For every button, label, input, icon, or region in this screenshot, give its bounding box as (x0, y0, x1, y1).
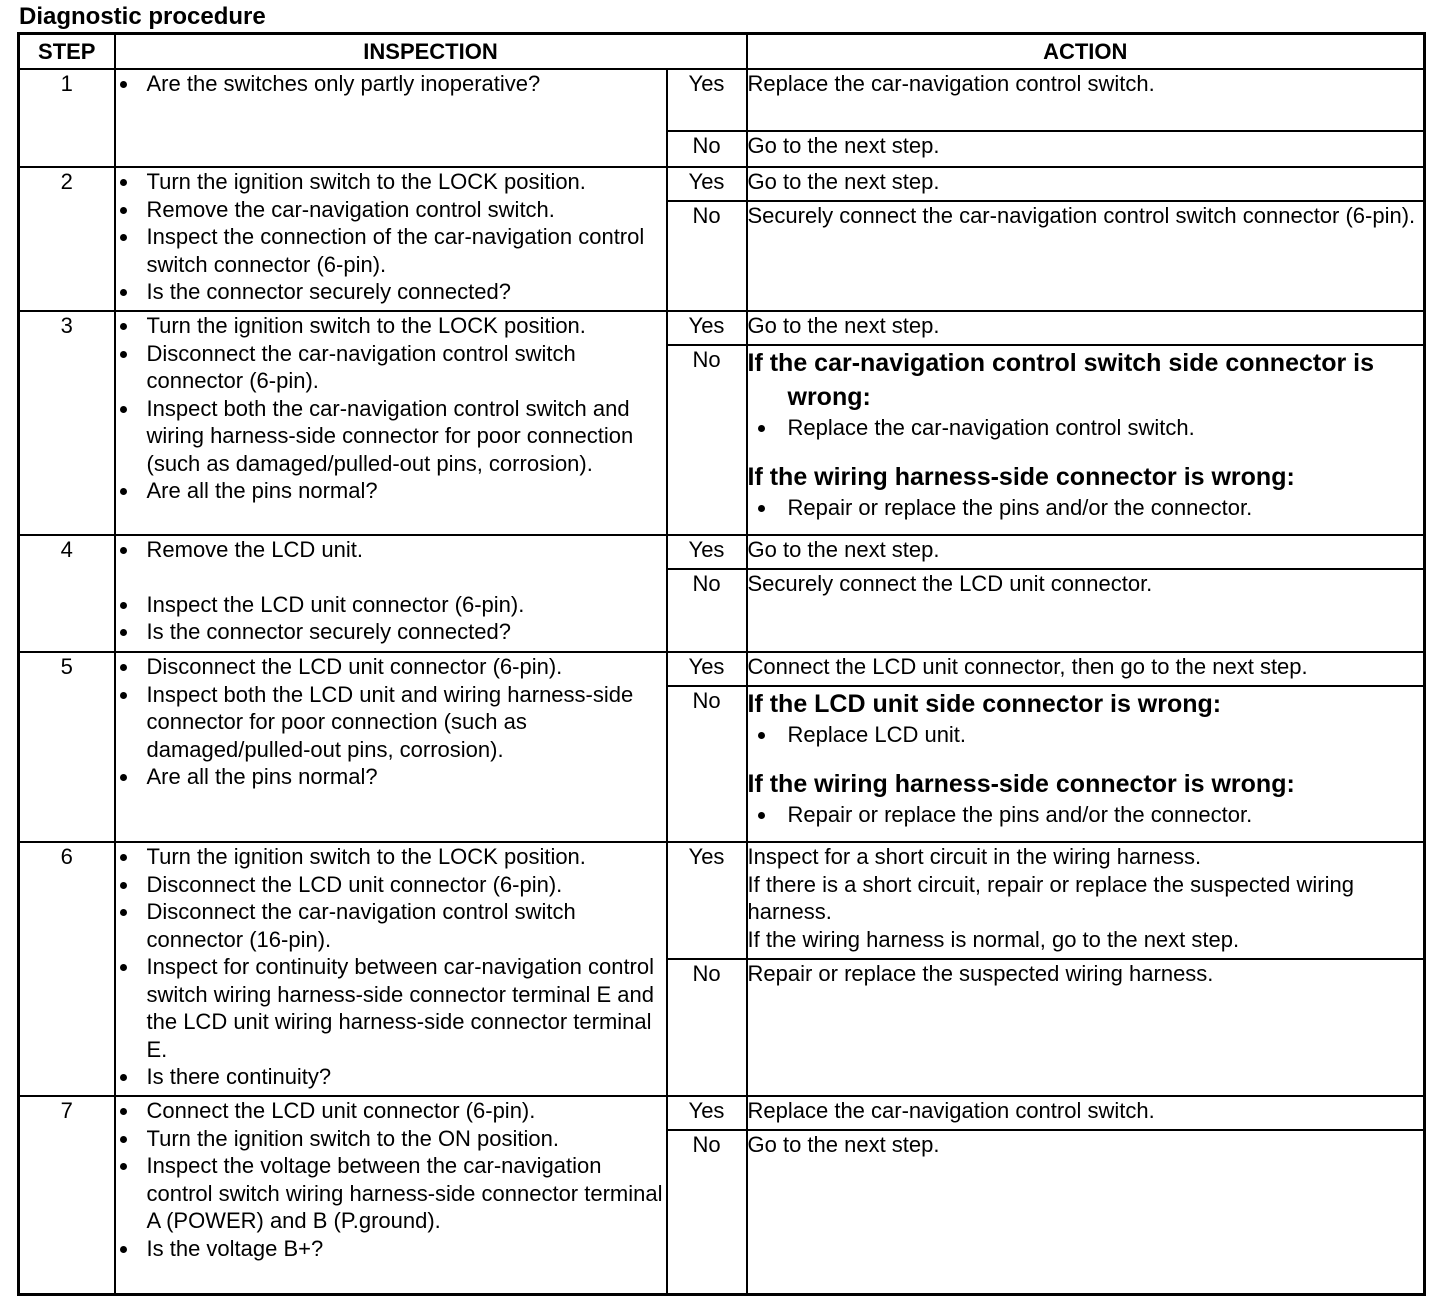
step-3-yes-row (19, 311, 1425, 345)
yes-label: Yes (667, 842, 747, 959)
yes-label: Yes (667, 652, 747, 686)
no-label: No (667, 201, 747, 311)
inspection-item: Remove the LCD unit. (116, 536, 666, 564)
no-action: Repair or replace the suspected wiring harness. (747, 959, 1425, 1096)
inspection-item: Turn the ignition switch to the LOCK position. (116, 168, 666, 196)
yes-label: Yes (667, 1096, 747, 1130)
inspection-item: Disconnect the car-navigation control switch connector (16-pin). (116, 898, 666, 953)
no-action: Securely connect the LCD unit connector. (747, 569, 1425, 652)
yes-action: Go to the next step. (747, 167, 1425, 201)
step-2-yes-row (19, 167, 1425, 201)
condition-heading: If the car-navigation control switch side connector is wrong: (747, 349, 1375, 411)
inspection-item: Are all the pins normal? (116, 763, 666, 791)
no-label: No (667, 1130, 747, 1294)
header-action: ACTION (747, 34, 1425, 70)
inspection-item: Are the switches only partly inoperative? (116, 70, 666, 98)
inspection-cell (115, 69, 667, 167)
header-row (19, 34, 1425, 70)
no-action: Go to the next step. (747, 131, 1425, 167)
step-number: 7 (19, 1096, 115, 1294)
inspection-cell (115, 842, 667, 1096)
yes-action (747, 842, 1425, 959)
inspection-item: Turn the ignition switch to the LOCK position. (116, 843, 666, 871)
step-number: 3 (19, 311, 115, 535)
condition-item: Replace LCD unit. (748, 721, 1424, 749)
step-6-yes-row (19, 842, 1425, 959)
inspection-cell (115, 535, 667, 652)
inspection-item: Inspect the voltage between the car-navigation control switch wiring harness-side connector terminal A (POWER) and B (P.ground). (116, 1152, 666, 1235)
yes-action: Replace the car-navigation control switch. (747, 1096, 1425, 1130)
inspection-item: Disconnect the LCD unit connector (6-pin). (116, 653, 666, 681)
step-number: 2 (19, 167, 115, 311)
no-label: No (667, 345, 747, 535)
no-action: Securely connect the car-navigation control switch connector (6-pin). (747, 201, 1425, 311)
step-number: 1 (19, 69, 115, 167)
inspection-item: Turn the ignition switch to the LOCK position. (116, 312, 666, 340)
condition-item: Replace the car-navigation control switch. (748, 414, 1424, 442)
step-1-yes-row (19, 69, 1425, 131)
step-5-yes-row (19, 652, 1425, 686)
inspection-item: Inspect the connection of the car-navigation control switch connector (6-pin). (116, 223, 666, 278)
condition-heading: If the wiring harness-side connector is wrong: (747, 462, 1295, 491)
yes-label: Yes (667, 311, 747, 345)
no-label: No (667, 686, 747, 842)
no-label: No (667, 131, 747, 167)
page-title: Diagnostic procedure (19, 3, 266, 30)
inspection-item: Connect the LCD unit connector (6-pin). (116, 1097, 666, 1125)
inspection-item: Is the connector securely connected? (116, 618, 666, 646)
inspection-item: Disconnect the LCD unit connector (6-pin). (116, 871, 666, 899)
inspection-item: Inspect both the LCD unit and wiring harness-side connector for poor connection (such as damaged/pulled-out pins, corrosion). (116, 681, 666, 764)
inspection-item: Is the connector securely connected? (116, 278, 666, 306)
inspection-cell (115, 167, 667, 311)
yes-action: Go to the next step. (747, 311, 1425, 345)
header-step: STEP (19, 34, 115, 70)
no-label: No (667, 569, 747, 652)
inspection-item: Is there continuity? (116, 1063, 666, 1091)
condition-heading: If the LCD unit side connector is wrong: (747, 690, 1222, 718)
header-inspection: INSPECTION (115, 34, 747, 70)
inspection-cell (115, 311, 667, 535)
inspection-item: Are all the pins normal? (116, 477, 666, 505)
yes-label: Yes (667, 69, 747, 131)
yes-action: Connect the LCD unit connector, then go to the next step. (747, 652, 1425, 686)
condition-item: Repair or replace the pins and/or the connector. (748, 494, 1424, 522)
inspection-cell (115, 1096, 667, 1294)
no-label: No (667, 959, 747, 1096)
inspection-item: Inspect both the car-navigation control switch and wiring harness-side connector for poor connection (such as damaged/pulled-out pins, corrosion). (116, 395, 666, 478)
step-number: 5 (19, 652, 115, 842)
inspection-item: Inspect for continuity between car-navigation control switch wiring harness-side connector terminal E and the LCD unit wiring harness-side connector terminal E. (116, 953, 666, 1063)
yes-action: Go to the next step. (747, 535, 1425, 569)
no-action (747, 345, 1425, 535)
no-action (747, 686, 1425, 842)
inspection-item: Remove the car-navigation control switch. (116, 196, 666, 224)
action-line: If the wiring harness is normal, go to the next step. (747, 926, 1240, 952)
yes-label: Yes (667, 167, 747, 201)
yes-label: Yes (667, 535, 747, 569)
condition-heading: If the wiring harness-side connector is wrong: (747, 769, 1295, 798)
diagnostic-table (17, 32, 1426, 1296)
condition-item: Repair or replace the pins and/or the connector. (748, 801, 1424, 829)
inspection-item: Disconnect the car-navigation control switch connector (6-pin). (116, 340, 666, 395)
inspection-item: Is the voltage B+? (116, 1235, 666, 1263)
step-number: 6 (19, 842, 115, 1096)
step-4-yes-row (19, 535, 1425, 569)
inspection-item: Inspect the LCD unit connector (6-pin). (116, 591, 666, 619)
action-line: Inspect for a short circuit in the wiring harness. (747, 844, 1202, 869)
inspection-cell (115, 652, 667, 842)
no-action: Go to the next step. (747, 1130, 1425, 1294)
step-number: 4 (19, 535, 115, 652)
step-7-yes-row (19, 1096, 1425, 1130)
inspection-item: Turn the ignition switch to the ON position. (116, 1125, 666, 1153)
action-line: If there is a short circuit, repair or replace the suspected wiring harness. (747, 871, 1354, 924)
yes-action: Replace the car-navigation control switch. (747, 69, 1425, 131)
